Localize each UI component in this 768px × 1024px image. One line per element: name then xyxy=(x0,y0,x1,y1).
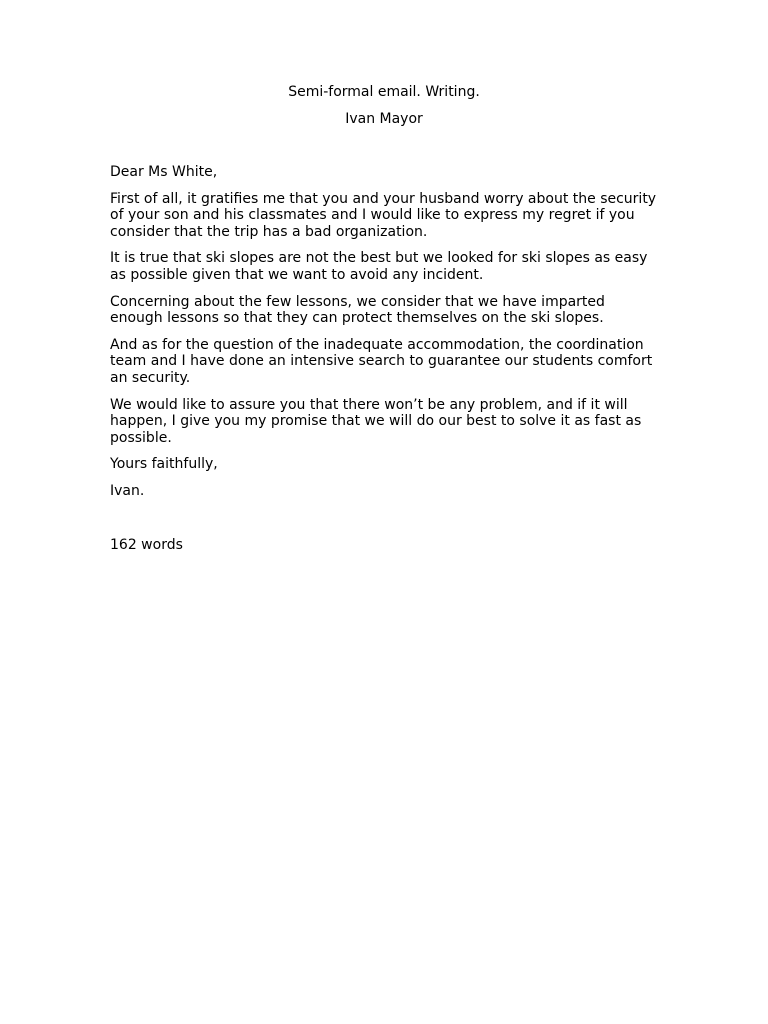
email-greeting: Dear Ms White, xyxy=(110,164,218,180)
email-paragraph-4: And as for the question of the inadequate accommodation, the coordination team and I have done an intensive search to guarantee our students comfort an security. xyxy=(110,336,653,386)
email-paragraph-5: We would like to assure you that there won’t be any problem, and if it will happen, I give you my promise that we will do our best to solve it as fast as possible. xyxy=(110,396,642,446)
email-paragraph-2: It is true that ski slopes are not the best but we looked for ski slopes as easy as possible given that we want to avoid any incident. xyxy=(110,250,648,283)
document-header xyxy=(0,84,768,138)
word-count: 162 words xyxy=(110,537,183,553)
document-title: Semi-formal email. Writing. xyxy=(288,84,480,100)
email-paragraph-1: First of all, it gratifies me that you and your husband worry about the security of your son and his classmates and I would like to express my regret if you consider that the trip has a bad organization. xyxy=(110,190,657,240)
document-author: Ivan Mayor xyxy=(345,111,423,127)
email-signature: Ivan. xyxy=(110,482,145,499)
email-body xyxy=(110,164,662,510)
email-closing: Yours faithfully, xyxy=(110,456,218,473)
email-paragraph-3: Concerning about the few lessons, we consider that we have imparted enough lessons so that they can protect themselves on the ski slopes. xyxy=(110,293,605,327)
